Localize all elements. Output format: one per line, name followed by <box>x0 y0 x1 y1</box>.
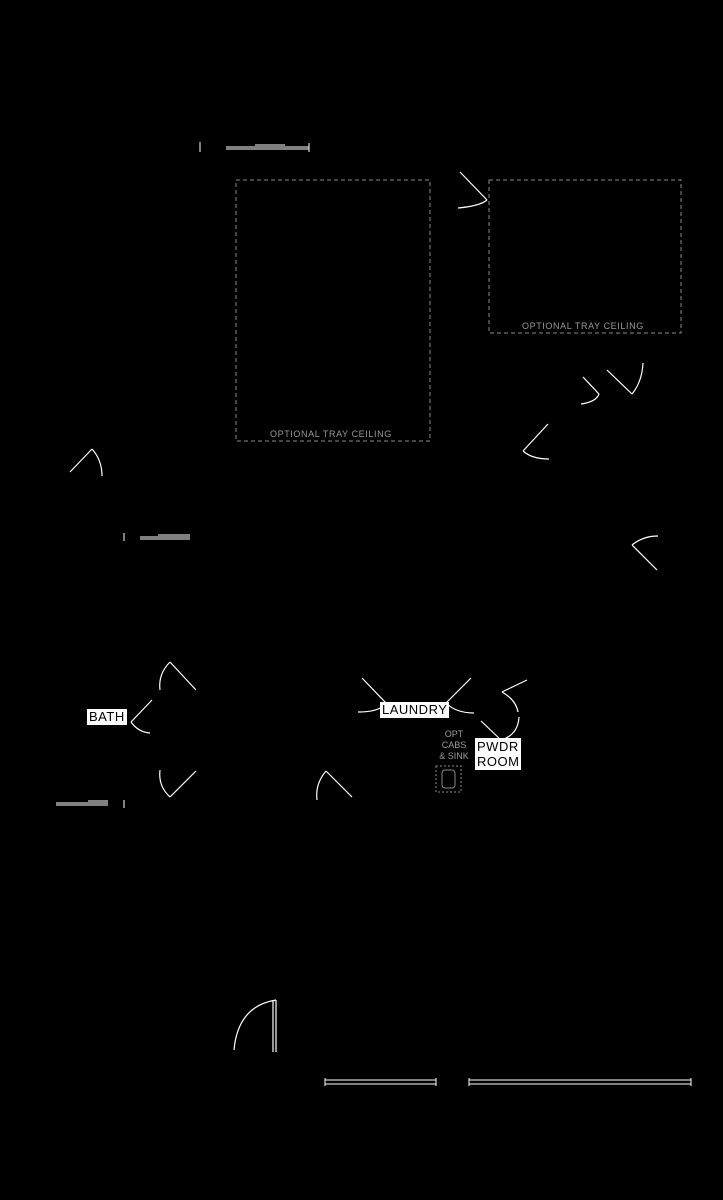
door-mid-right <box>523 424 549 459</box>
bottom-window-left <box>325 1078 436 1086</box>
door-powder-lower <box>481 717 519 740</box>
door-powder-upper <box>502 680 527 712</box>
room-label-laundry: LAUNDRY <box>382 702 448 717</box>
opt-cabs-sink-note: OPT CABS & SINK <box>439 729 469 761</box>
door-top-center <box>458 172 487 208</box>
door-upper-right-a <box>581 377 599 404</box>
room-label-powder-room: PWDR ROOM <box>477 739 520 769</box>
door-laundry-right <box>446 678 474 713</box>
tray-ceiling-right-note: OPTIONAL TRAY CEILING <box>522 321 644 331</box>
tray-ceiling-left <box>236 180 430 441</box>
top-window <box>200 142 309 152</box>
room-label-bath: BATH <box>89 709 125 724</box>
opt-sink-fixture <box>436 766 461 792</box>
door-bath-side <box>131 700 152 733</box>
door-upper-right-b <box>607 363 643 394</box>
tray-ceiling-left-note: OPTIONAL TRAY CEILING <box>270 429 392 439</box>
door-center-lower <box>317 771 352 800</box>
door-bath-lower <box>160 770 196 797</box>
left-window-lower <box>56 800 124 808</box>
left-window-upper <box>124 533 190 541</box>
door-left-upper <box>70 449 102 476</box>
bottom-window-right <box>469 1078 691 1086</box>
door-front-entry <box>234 1000 276 1052</box>
door-right-side <box>632 536 658 570</box>
door-bath-upper <box>160 662 196 690</box>
tray-ceiling-right <box>489 180 681 333</box>
